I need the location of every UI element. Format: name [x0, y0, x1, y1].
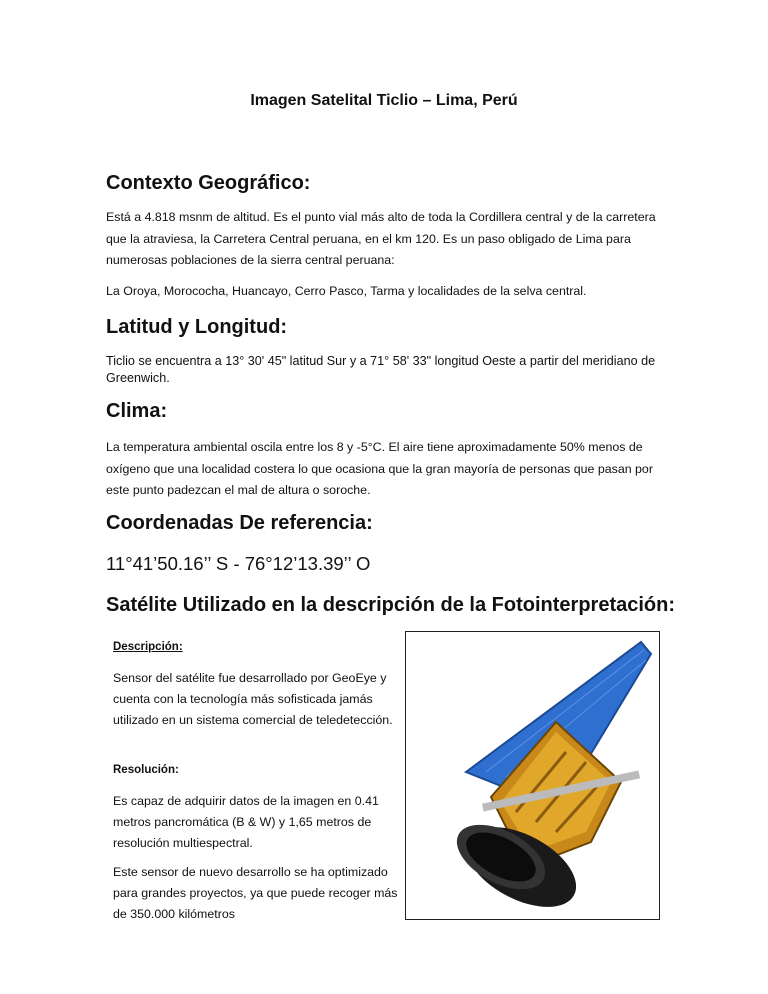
- paragraph-localidades: La Oroya, Morococha, Huancayo, Cerro Pasco, Tarma y localidades de la selva central.: [106, 284, 587, 298]
- satellite-icon: [406, 632, 659, 919]
- coordinates-value: 11°41’50.16’’ S - 76°12’13.39’’ O: [106, 553, 371, 574]
- text-resolucion: Es capaz de adquirir datos de la imagen en 0.41 metros pancromática (B & W) y 1,65 metros de resolución multiespectral.: [113, 794, 379, 850]
- heading-clima: Clima:: [106, 400, 168, 422]
- heading-contexto: Contexto Geográfico:: [106, 172, 311, 194]
- label-descripcion: Descripción:: [113, 641, 183, 653]
- paragraph-latitud-longitud: Ticlio se encuentra a 13° 30' 45" latitud Sur y a 71° 58' 33" longitud Oeste a partir del meridiano de Greenwich.: [106, 354, 656, 385]
- paragraph-clima: La temperatura ambiental oscila entre los 8 y -5°C. El aire tiene aproximadamente 50% menos de oxígeno que una localidad costera lo que ocasiona que la gran mayoría de personas que pasan por este punto padezcan el mal de altura o soroche.: [106, 440, 653, 497]
- label-resolucion: Resolución:: [113, 764, 179, 776]
- text-sensor-extra: Este sensor de nuevo desarrollo se ha optimizado para grandes proyectos, ya que puede recoger más de 350.000 kilómetros: [113, 865, 398, 921]
- page-title: Imagen Satelital Ticlio – Lima, Perú: [250, 92, 518, 109]
- paragraph-contexto: Está a 4.818 msnm de altitud. Es el punto vial más alto de toda la Cordillera central y de la carretera que la atraviesa, la Carretera Central peruana, en el km 120. Es un paso obligado de Lima para numerosas poblaciones de la sierra central peruana:: [106, 210, 656, 267]
- heading-coordenadas: Coordenadas De referencia:: [106, 512, 373, 534]
- heading-latitud-longitud: Latitud y Longitud:: [106, 316, 288, 338]
- satellite-image: [405, 631, 660, 920]
- text-descripcion: Sensor del satélite fue desarrollado por GeoEye y cuenta con la tecnología más sofisticada jamás utilizado en un sistema comercial de teledetección.: [113, 671, 393, 727]
- heading-satelite: Satélite Utilizado en la descripción de la Fotointerpretación:: [106, 594, 675, 616]
